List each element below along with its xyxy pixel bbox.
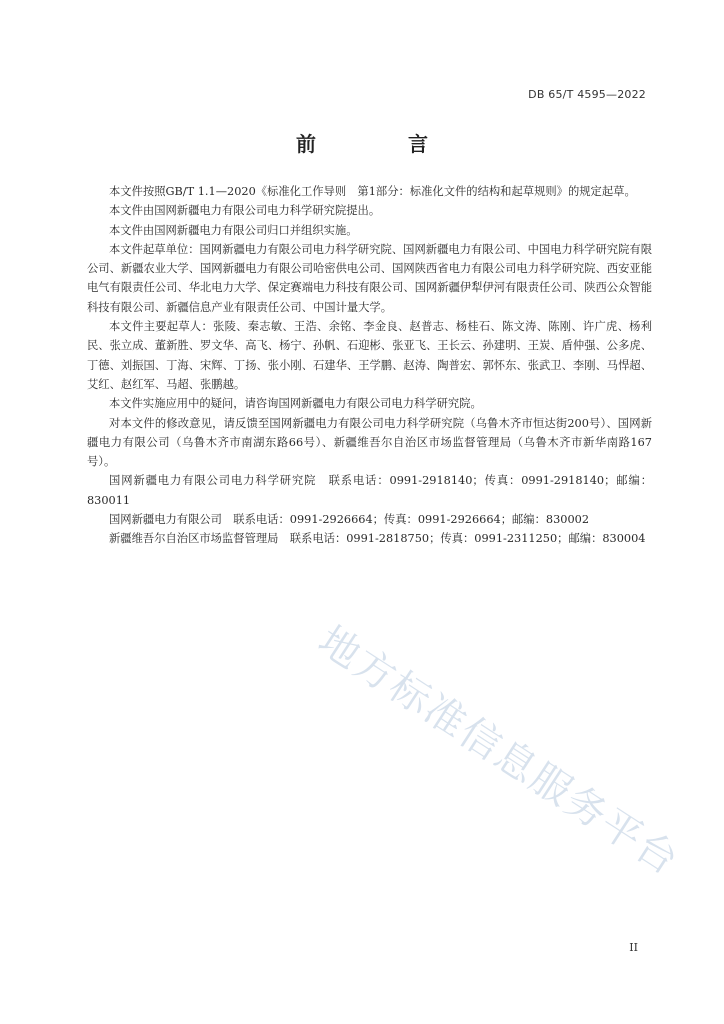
paragraph-organizer: 本文件由国网新疆电力有限公司归口并组织实施。	[109, 223, 358, 237]
standard-code: DB 65/T 4595—2022	[528, 88, 646, 101]
contact-line-market-bureau: 新疆维吾尔自治区市场监督管理局 联系电话：0991-2818750；传真：0991-2311250；邮编：830004	[109, 532, 646, 546]
paragraph-inquiries: 本文件实施应用中的疑问，请咨询国网新疆电力有限公司电力科学研究院。	[109, 397, 482, 411]
paragraph-drafting-rules: 本文件按照GB/T 1.1—2020《标准化工作导则 第1部分：标准化文件的结构和起草规则》的规定起草。	[109, 185, 636, 198]
paragraph-drafting-units: 本文件起草单位：国网新疆电力有限公司电力科学研究院、国网新疆电力有限公司、中国电力科学研究院有限公司、新疆农业大学、国网新疆电力有限公司哈密供电公司、国网陕西省电力有限公司电力科学研究院、西安亚能电气有限责任公司、华北电力大学、保定赛端电力科技有限公司、国网新疆伊犁伊河有限责任公司、陕西公众智能科技有限公司、新疆信息产业有限责任公司、中国计量大学。	[87, 242, 652, 314]
paragraph-drafters: 本文件主要起草人：张陵、秦志敏、王浩、余铭、李金良、赵普志、杨桂石、陈文涛、陈刚、许广虎、杨利民、张立成、董新胜、罗文华、高飞、杨宁、孙帆、石迎彬、张亚飞、王长云、孙建明、王炭、盾仲强、公多虎、丁德、刘振国、丁海、宋辉、丁扬、张小刚、石建华、王学鹏、赵涛、陶普宏、郭怀东、张武卫、李刚、马悍超、艾红、赵红军、马超、张鹏越。	[87, 320, 652, 391]
page-number: II	[629, 941, 638, 954]
paragraph-feedback: 对本文件的修改意见，请反馈至国网新疆电力有限公司电力科学研究院（乌鲁木齐市恒达街200号）、国网新疆电力有限公司（乌鲁木齐市南湖东路66号）、新疆维吾尔自治区市场监督管理局（乌鲁木齐市新华南路167号）。	[87, 416, 652, 469]
page-title: 前 言	[296, 132, 464, 156]
contact-line-grid-company: 国网新疆电力有限公司 联系电话：0991-2926664；传真：0991-2926664；邮编：830002	[109, 513, 590, 527]
paragraph-proposer: 本文件由国网新疆电力有限公司电力科学研究院提出。	[109, 204, 381, 218]
watermark: 地方标准信息服务平台	[310, 617, 688, 885]
contact-line-research-institute: 国网新疆电力有限公司电力科学研究院 联系电话：0991-2918140；传真：0991-2918140；邮编：830011	[87, 474, 652, 507]
foreword-body	[87, 182, 652, 549]
